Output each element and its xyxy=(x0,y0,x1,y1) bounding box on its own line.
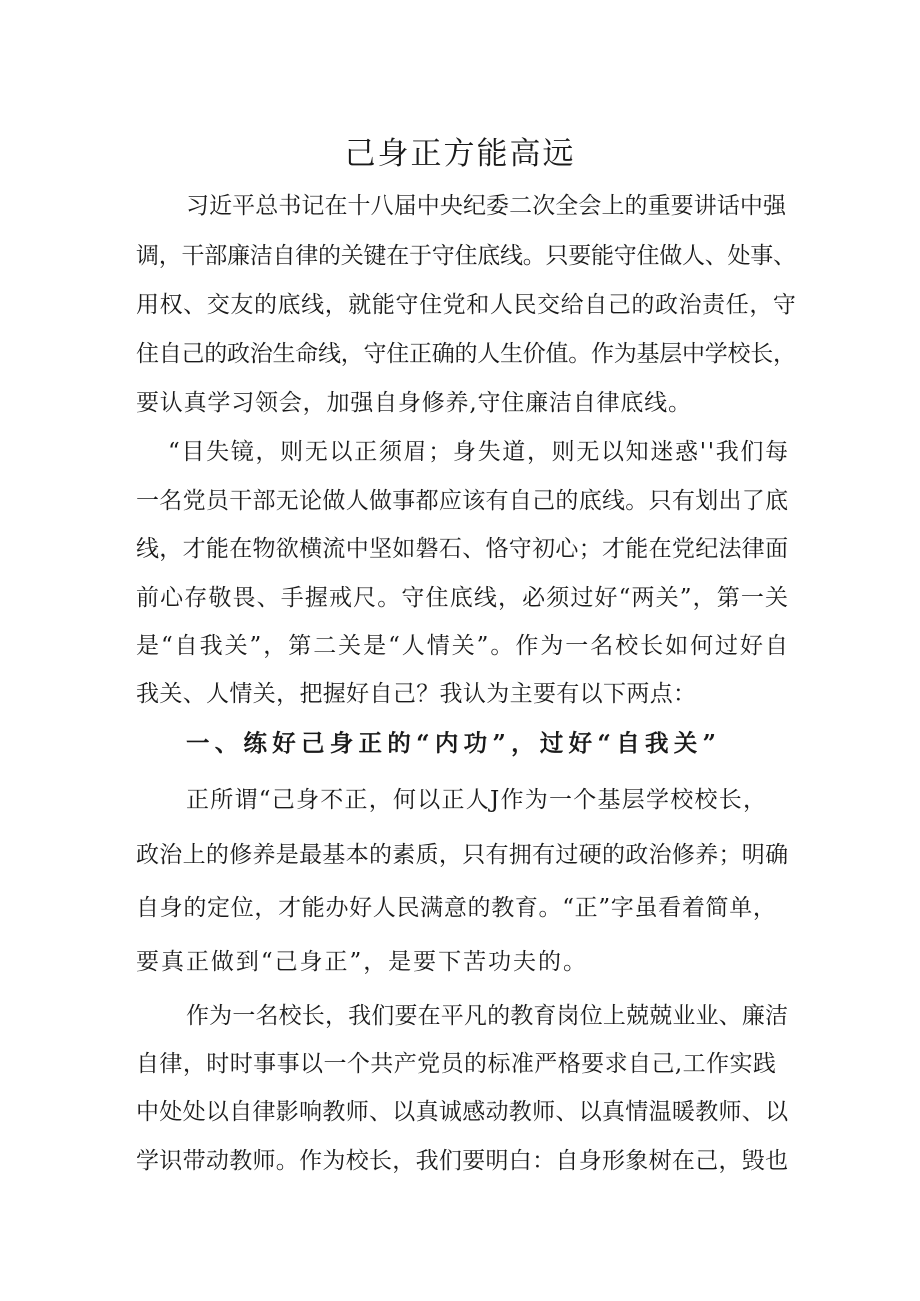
paragraph-1-line-2: 调，干部廉洁自律的关键在于守住底线。只要能守住做人、处事、 xyxy=(136,243,796,269)
paragraph-3-line-1: 正所谓“己身不正，何以正人J作为一个基层学校校长， xyxy=(186,787,768,813)
paragraph-3-line-4: 要真正做到“己身正”，是要下苦功夫的。 xyxy=(136,949,588,975)
paragraph-1-line-3: 用权、交友的底线，就能守住党和人民交给自己的政治责任，守 xyxy=(136,292,797,318)
paragraph-1-line-1: 习近平总书记在十八届中央纪委二次全会上的重要讲话中强 xyxy=(186,193,787,219)
paragraph-4-line-3: 中处处以自律影响教师、以真诚感动教师、以真情温暖教师、以 xyxy=(136,1099,789,1125)
paragraph-2-line-6: 我关、人情关，把握好自己？我认为主要有以下两点： xyxy=(136,681,697,707)
paragraph-2-line-1: “目失镜，则无以正须眉；身失道，则无以知迷惑''我们每 xyxy=(168,439,790,465)
paragraph-1-line-5: 要认真学习领会，加强自身修养,守住廉洁自律底线。 xyxy=(136,390,692,416)
paragraph-2-line-5: 是“自我关”，第二关是“人情关”。作为一名校长如何过好自 xyxy=(136,633,790,659)
paragraph-4-line-4: 学识带动教师。作为校长，我们要明白：自身形象树在己，毁也 xyxy=(136,1148,789,1174)
paragraph-3-line-2: 政治上的修养是最基本的素质，只有拥有过硬的政治修养；明确 xyxy=(136,842,789,868)
paragraph-2-line-2: 一名党员干部无论做人做事都应该有自己的底线。只有划出了底 xyxy=(136,488,789,514)
document-title: 己身正方能高远 xyxy=(344,136,576,172)
paragraph-1-line-4: 住自己的政治生命线，守住正确的人生价值。作为基层中学校长， xyxy=(136,341,796,367)
paragraph-4-line-1: 作为一名校长，我们要在平凡的教育岗位上兢兢业业、廉洁 xyxy=(186,1003,789,1029)
paragraph-2-line-3: 线，才能在物欲横流中坚如磐石、恪守初心；才能在党纪法律面 xyxy=(136,536,789,562)
paragraph-3-line-3: 自身的定位，才能办好人民满意的教育。“正”字虽看着简单， xyxy=(136,895,777,921)
paragraph-4-line-2: 自律，时时事事以一个共产党员的标准严格要求自己,工作实践 xyxy=(136,1051,777,1077)
section-heading-1: 一、练好己身正的“内功”，过好“自我关” xyxy=(186,729,722,757)
paragraph-2-line-4: 前心存敬畏、手握戒尺。守住底线，必须过好“两关”，第一关 xyxy=(136,585,790,611)
